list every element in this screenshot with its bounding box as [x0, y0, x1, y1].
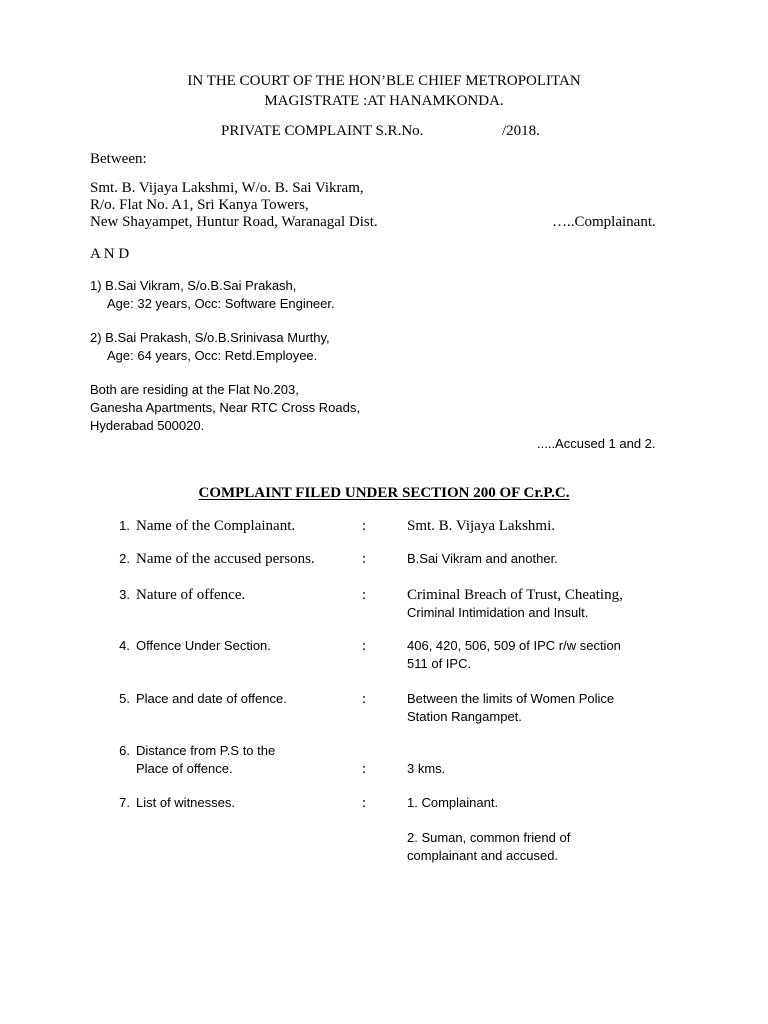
- accused-2-line-1: 2) B.Sai Prakash, S/o.B.Srinivasa Murthy,: [90, 330, 330, 345]
- residence-line-2: Ganesha Apartments, Near RTC Cross Roads,: [90, 400, 360, 415]
- item-colon: :: [362, 551, 367, 567]
- between-label: Between:: [90, 151, 147, 167]
- list-item: [0, 637, 768, 677]
- item-label: List of witnesses.: [136, 795, 235, 810]
- accused-1-line-1: 1) B.Sai Vikram, S/o.B.Sai Prakash,: [90, 278, 297, 293]
- item-value-line-1: 406, 420, 506, 509 of IPC r/w section: [407, 638, 621, 653]
- item-number: 4.: [119, 638, 130, 653]
- complainant-line-2: R/o. Flat No. A1, Sri Kanya Towers,: [90, 197, 309, 213]
- residence-line-1: Both are residing at the Flat No.203,: [90, 382, 299, 397]
- item-value: 3 kms.: [407, 761, 446, 776]
- accused-1-line-2: Age: 32 years, Occ: Software Engineer.: [107, 296, 335, 311]
- item-colon: :: [362, 638, 367, 654]
- item-number: 7.: [119, 795, 130, 810]
- item-value: [407, 586, 623, 622]
- list-item: [0, 690, 768, 730]
- item-colon: :: [362, 691, 367, 707]
- court-heading-line-1: IN THE COURT OF THE HON’BLE CHIEF METROPOLITAN: [187, 73, 581, 89]
- item-value-line-2: 511 of IPC.: [407, 656, 472, 671]
- item-value: B.Sai Vikram and another.: [407, 551, 558, 566]
- item-number: 3.: [119, 587, 130, 602]
- item-label-line-2: Place of offence.: [136, 761, 233, 776]
- section-title: COMPLAINT FILED UNDER SECTION 200 OF Cr.P.C.: [198, 485, 570, 501]
- item-value-line-2: Station Rangampet.: [407, 709, 522, 724]
- item-value-line-1: Between the limits of Women Police: [407, 691, 615, 706]
- accused-role: .....Accused 1 and 2.: [537, 436, 656, 451]
- complaint-year: /2018.: [502, 123, 540, 139]
- and-label: A N D: [90, 246, 130, 262]
- item-number: 2.: [119, 551, 130, 566]
- item-value: Smt. B. Vijaya Lakshmi.: [407, 518, 555, 534]
- item-value-line-2: Criminal Intimidation and Insult.: [407, 605, 589, 620]
- item-value: [407, 690, 614, 726]
- list-item: [0, 550, 768, 590]
- complainant-role: …..Complainant.: [552, 214, 656, 230]
- item-number: 6.: [119, 743, 130, 758]
- list-item: [0, 586, 768, 626]
- item-label: Place and date of offence.: [136, 691, 287, 706]
- item-label: Name of the accused persons.: [136, 551, 315, 567]
- complainant-line-1: Smt. B. Vijaya Lakshmi, W/o. B. Sai Vikram,: [90, 180, 364, 196]
- witness-2-line-2: complainant and accused.: [407, 848, 559, 863]
- item-number: 5.: [119, 691, 130, 706]
- item-colon: :: [362, 587, 367, 603]
- accused-2-line-2: Age: 64 years, Occ: Retd.Employee.: [107, 348, 318, 363]
- list-item: [0, 794, 768, 834]
- residence-line-3: Hyderabad 500020.: [90, 418, 205, 433]
- item-label-line-1: Distance from P.S to the: [136, 743, 276, 758]
- item-value: 1. Complainant.: [407, 795, 499, 810]
- witness-2-line-1: 2. Suman, common friend of: [407, 830, 571, 845]
- item-label: [136, 742, 275, 778]
- list-item: [0, 742, 768, 782]
- item-colon: :: [362, 795, 367, 811]
- court-heading-line-2: MAGISTRATE :AT HANAMKONDA.: [264, 93, 504, 109]
- item-label: Offence Under Section.: [136, 638, 271, 653]
- complainant-line-3: New Shayampet, Huntur Road, Waranagal Dist.: [90, 214, 378, 230]
- item-label: Nature of offence.: [136, 587, 246, 603]
- item-value: [407, 637, 621, 673]
- item-number: 1.: [119, 518, 130, 533]
- item-value-line-1: Criminal Breach of Trust, Cheating,: [407, 587, 623, 603]
- item-label: Name of the Complainant.: [136, 518, 296, 534]
- item-colon: :: [362, 518, 367, 534]
- item-colon: :: [362, 761, 367, 777]
- complaint-number-label: PRIVATE COMPLAINT S.R.No.: [221, 123, 424, 139]
